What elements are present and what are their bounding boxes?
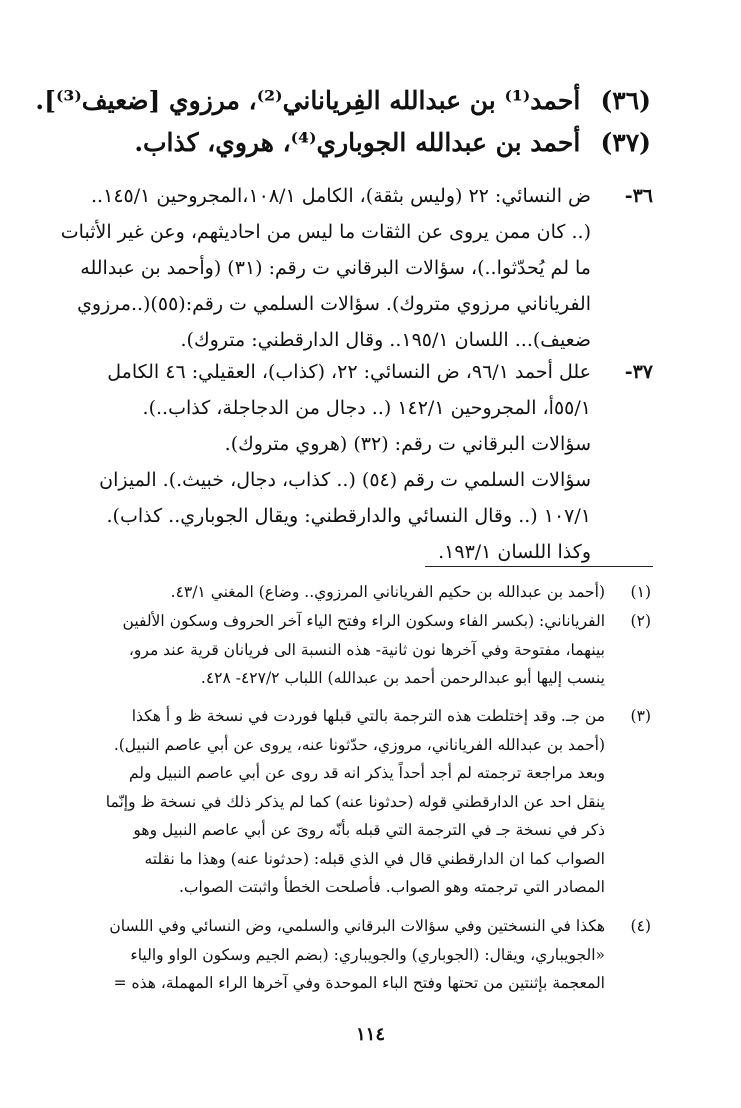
- biography-entry-37: [91, 126, 651, 160]
- footnote-number: (٣): [630, 707, 651, 725]
- footnote-line: وبعد مراجعة ترجمته لم أجد أحداً يذكر انه قد روى عن أبي عاصم النبيل ولم: [128, 764, 605, 782]
- note-line: ض النسائي: ٢٢ (وليس بثقة)، الكامل ١٠٨/١،المجروحين ١٤٥/١..: [91, 185, 591, 207]
- note-line: ١٠٧/١ (.. وقال النسائي والدارقطني: ويقال الجوباري.. كذاب).: [106, 505, 591, 527]
- footnote-line: من جـ. وقد إختلطت هذه الترجمة بالتي قبلها فوردت في نسخة ظ و أ هكذا: [131, 707, 605, 725]
- page-number: ١١٤: [355, 1024, 385, 1045]
- note-number: ٣٧-: [624, 361, 653, 383]
- footnote-line: هكذا في النسختين وفي سؤالات البرقاني والسلمي، وض النسائي وفي اللسان: [109, 917, 605, 935]
- note-line: (.. كان ممن يروى عن الثقات ما ليس من احاديثهم، وعن غير الأثبات: [60, 221, 591, 243]
- note-line: علل أحمد ٩٦/١، ض النسائي: ٢٢، (كذاب)، العقيلي: ٤٦ الكامل: [107, 361, 591, 383]
- footnote-line: ينسب إليها أبو عبدالرحمن أحمد بن عبدالله) اللباب ٤٢٧/٢- ٤٢٨.: [200, 669, 605, 687]
- footnote-1: [91, 578, 651, 607]
- entry-number: (٣٧): [600, 128, 651, 157]
- note-line: وكذا اللسان ١٩٣/١.: [438, 541, 591, 563]
- biography-entry-36: [35, 84, 651, 118]
- note-line: ٥٥/١أ، المجروحين ١٤٢/١ (.. دجال من الدجاجلة، كذاب..).: [142, 397, 591, 419]
- footnote-3: [91, 702, 651, 902]
- footnote-line: بينهما، مفتوحة وفي آخرها نون ثانية- هذه النسبة الى فريانان قرية عند مرو،: [128, 640, 605, 659]
- note-line: سؤالات البرقاني ت رقم: (٣٢) (هروي متروك).: [224, 433, 591, 455]
- footnote-line: المعجمة بإثنتين من تحتها وفتح الباء الموحدة وفي آخرها الراء المهملة، هذه =: [113, 974, 605, 992]
- footnote-line: (أحمد بن عبدالله بن حكيم الفرياناني المرزوي.. وضاع) المغني ٤٣/١.: [170, 583, 605, 601]
- note-line: ما لم يُحدّثوا..)، سؤالات البرقاني ت رقم: (٣١) (وأحمد بن عبدالله: [80, 257, 591, 279]
- footnote-line: الصواب كما ان الدارقطني قال في الذي قبله: (حدثونا عنه) وهذا ما نقلته: [144, 849, 605, 868]
- note-line: الفرياناني مرزوي متروك). سؤالات السلمي ت رقم:(٥٥)(..مرزوي: [77, 293, 591, 315]
- footnote-number: (١): [630, 583, 651, 601]
- footnote-line: (أحمد بن عبدالله الفرياناني، مروزي، حدّثونا عنه، يروى عن أبي عاصم النبيل).: [113, 735, 605, 754]
- footnote-line: ينقل احد عن الدارقطني قوله (حدثونا عنه) كما لم يذكر ذلك في نسخة ظ وإنّما: [105, 792, 605, 811]
- source-note-37: [93, 354, 653, 570]
- footnote-line: المصادر التي ترجمته وهو الصواب. فأصلحت الخطأ واثبتت الصواب.: [178, 878, 605, 896]
- source-note-36: [60, 178, 653, 358]
- footnote-number: (٢): [630, 612, 651, 630]
- footnote-2: [91, 607, 651, 693]
- entry-text: أحمد بن عبدالله الجوباري⁽⁴⁾، هروي، كذاب.: [134, 128, 581, 157]
- footnote-divider: [425, 566, 653, 567]
- footnote-line: «الجويباري، ويقال: (الجوباري) والجويباري: (بضم الجيم وسكون الواو والياء: [130, 945, 605, 964]
- footnote-line: الفرياناني: (بكسر الفاء وسكون الراء وفتح الياء آخر الحروف وسكون الألفين: [122, 612, 605, 630]
- note-line: ضعيف)... اللسان ١٩٥/١.. وقال الدارقطني: متروك).: [180, 329, 591, 351]
- footnote-line: ذكر في نسخة جـ في الترجمة التي قبله بأنّه روىَ عن أبي عاصم النبيل وهو: [133, 821, 605, 839]
- footnote-number: (٤): [630, 917, 651, 935]
- entry-number: (٣٦): [600, 86, 651, 115]
- footnote-4: [91, 912, 651, 998]
- entry-text: أحمد⁽¹⁾ بن عبدالله الفِرياناني⁽²⁾، مرزوي [ضعيف⁽³⁾].: [35, 86, 581, 115]
- note-number: ٣٦-: [624, 185, 653, 207]
- note-line: سؤالات السلمي ت رقم (٥٤) (.. كذاب، دجال، خبيث.). الميزان: [99, 469, 591, 491]
